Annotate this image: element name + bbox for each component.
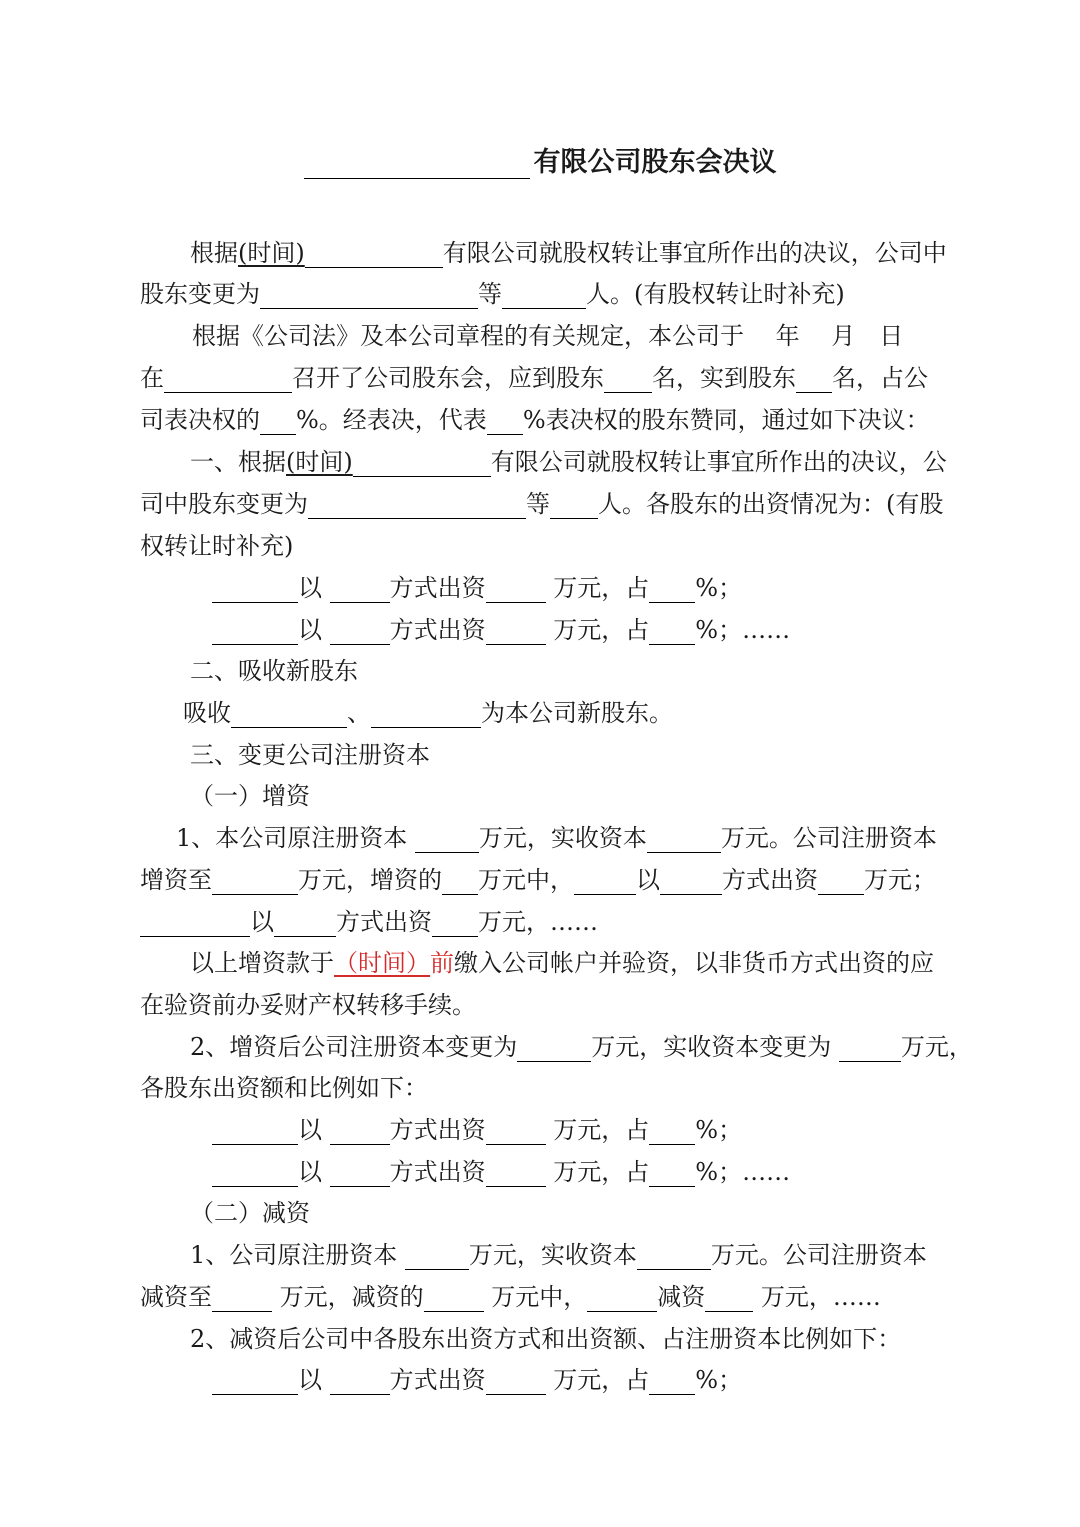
s1-line1: 一、根据(时间) 有限公司就股权转让事宜所作出的决议，公 (190, 448, 947, 476)
document-title: 有限公司股东会决议 (0, 140, 1080, 179)
p2-line2: 在 召开了公司股东会，应到股东 名，实到股东 名，占公 (140, 364, 928, 392)
blank[interactable] (330, 1370, 390, 1395)
blank[interactable] (212, 1120, 298, 1145)
contribution-row: 以 方式出资 万元，占 %；…… (212, 1157, 790, 1187)
blank[interactable] (260, 284, 478, 309)
blank[interactable] (796, 368, 832, 393)
blank[interactable] (660, 870, 722, 895)
blank[interactable] (487, 410, 523, 435)
blank[interactable] (432, 912, 478, 937)
blank[interactable] (705, 1287, 753, 1312)
s2-heading: 二、吸收新股东 (190, 657, 358, 685)
time-placeholder-red: （时间） (334, 949, 430, 977)
contribution-row: 以 方式出资 万元，占 %；…… (212, 615, 790, 645)
incpay-line1: 以上增资款于（时间）前缴入公司帐户并验资，以非货币方式出资的应 (190, 949, 934, 977)
s3-heading: 三、变更公司注册资本 (190, 741, 430, 769)
increase-heading: （一）增资 (190, 782, 310, 810)
contribution-row: 以 方式出资 万元，占 %； (212, 573, 742, 603)
time-placeholder: (时间) (238, 239, 305, 267)
blank[interactable] (486, 578, 546, 603)
inc1-line3: 以 方式出资 万元，…… (140, 907, 598, 937)
blank[interactable] (330, 620, 390, 645)
blank[interactable] (574, 870, 636, 895)
blank[interactable] (330, 1162, 390, 1187)
blank[interactable] (587, 1287, 657, 1312)
blank[interactable] (231, 703, 347, 728)
s2-line: 吸收 、 为本公司新股东。 (183, 699, 673, 727)
blank[interactable] (649, 578, 695, 603)
blank[interactable] (353, 452, 491, 477)
blank[interactable] (647, 828, 721, 853)
blank[interactable] (305, 243, 443, 268)
blank[interactable] (308, 494, 526, 519)
blank[interactable] (140, 912, 250, 937)
blank[interactable] (424, 1287, 484, 1312)
time-placeholder: (时间) (286, 448, 353, 476)
blank[interactable] (486, 1120, 546, 1145)
blank[interactable] (486, 1162, 546, 1187)
blank[interactable] (415, 828, 479, 853)
blank[interactable] (212, 1162, 298, 1187)
blank[interactable] (649, 1120, 695, 1145)
blank[interactable] (649, 620, 695, 645)
p1-line1: 根据(时间) 有限公司就股权转让事宜所作出的决议，公司中 (190, 239, 947, 267)
contribution-row: 以 方式出资 万元，占 %； (212, 1365, 742, 1395)
blank[interactable] (486, 620, 546, 645)
blank[interactable] (212, 1287, 272, 1312)
p2-line1: 根据《公司法》及本公司章程的有关规定，本公司于 年 月 日 (192, 322, 904, 350)
blank[interactable] (604, 368, 652, 393)
blank[interactable] (164, 368, 292, 393)
blank[interactable] (330, 1120, 390, 1145)
blank[interactable] (260, 410, 296, 435)
decrease-heading: （二）减资 (190, 1199, 310, 1227)
blank[interactable] (405, 1245, 469, 1270)
blank[interactable] (550, 494, 598, 519)
incpay-line2: 在验资前办妥财产权转移手续。 (140, 991, 476, 1019)
dec-line3: 2、减资后公司中各股东出资方式和出资额、占注册资本比例如下： (190, 1325, 902, 1353)
blank[interactable] (212, 1370, 298, 1395)
blank[interactable] (649, 1162, 695, 1187)
dec-line1: 1、公司原注册资本 万元，实收资本 万元。公司注册资本 (190, 1241, 927, 1269)
blank[interactable] (274, 912, 336, 937)
blank[interactable] (517, 1037, 591, 1062)
blank[interactable] (330, 578, 390, 603)
blank[interactable] (649, 1370, 695, 1395)
inc1-line2: 增资至 万元，增资的 万元中， 以 方式出资 万元； (140, 866, 936, 894)
blank[interactable] (212, 620, 298, 645)
blank[interactable] (818, 870, 864, 895)
blank[interactable] (212, 870, 298, 895)
blank[interactable] (502, 284, 586, 309)
p1-line2: 股东变更为 等 人。(有股权转让时补充) (140, 280, 845, 308)
blank[interactable] (212, 578, 298, 603)
blank[interactable] (442, 870, 478, 895)
s1-line2: 司中股东变更为 等 人。各股东的出资情况为：(有股 (140, 490, 944, 518)
blank[interactable] (839, 1037, 901, 1062)
inc2-line1: 2、增资后公司注册资本变更为 万元，实收资本变更为 万元， (190, 1033, 973, 1061)
blank[interactable] (486, 1370, 546, 1395)
inc1-line1: 1、本公司原注册资本 万元，实收资本 万元。公司注册资本 (176, 824, 937, 852)
blank[interactable] (637, 1245, 711, 1270)
blank[interactable] (371, 703, 481, 728)
company-name-blank[interactable] (304, 148, 530, 179)
s1-line3: 权转让时补充) (140, 532, 294, 560)
p2-line3: 司表决权的 %。经表决，代表 %表决权的股东赞同，通过如下决议： (140, 406, 930, 434)
inc2-line2: 各股东出资额和比例如下： (140, 1074, 428, 1102)
contribution-row: 以 方式出资 万元，占 %； (212, 1115, 742, 1145)
dec-line2: 减资至 万元，减资的 万元中， 减资 万元，…… (140, 1283, 881, 1311)
